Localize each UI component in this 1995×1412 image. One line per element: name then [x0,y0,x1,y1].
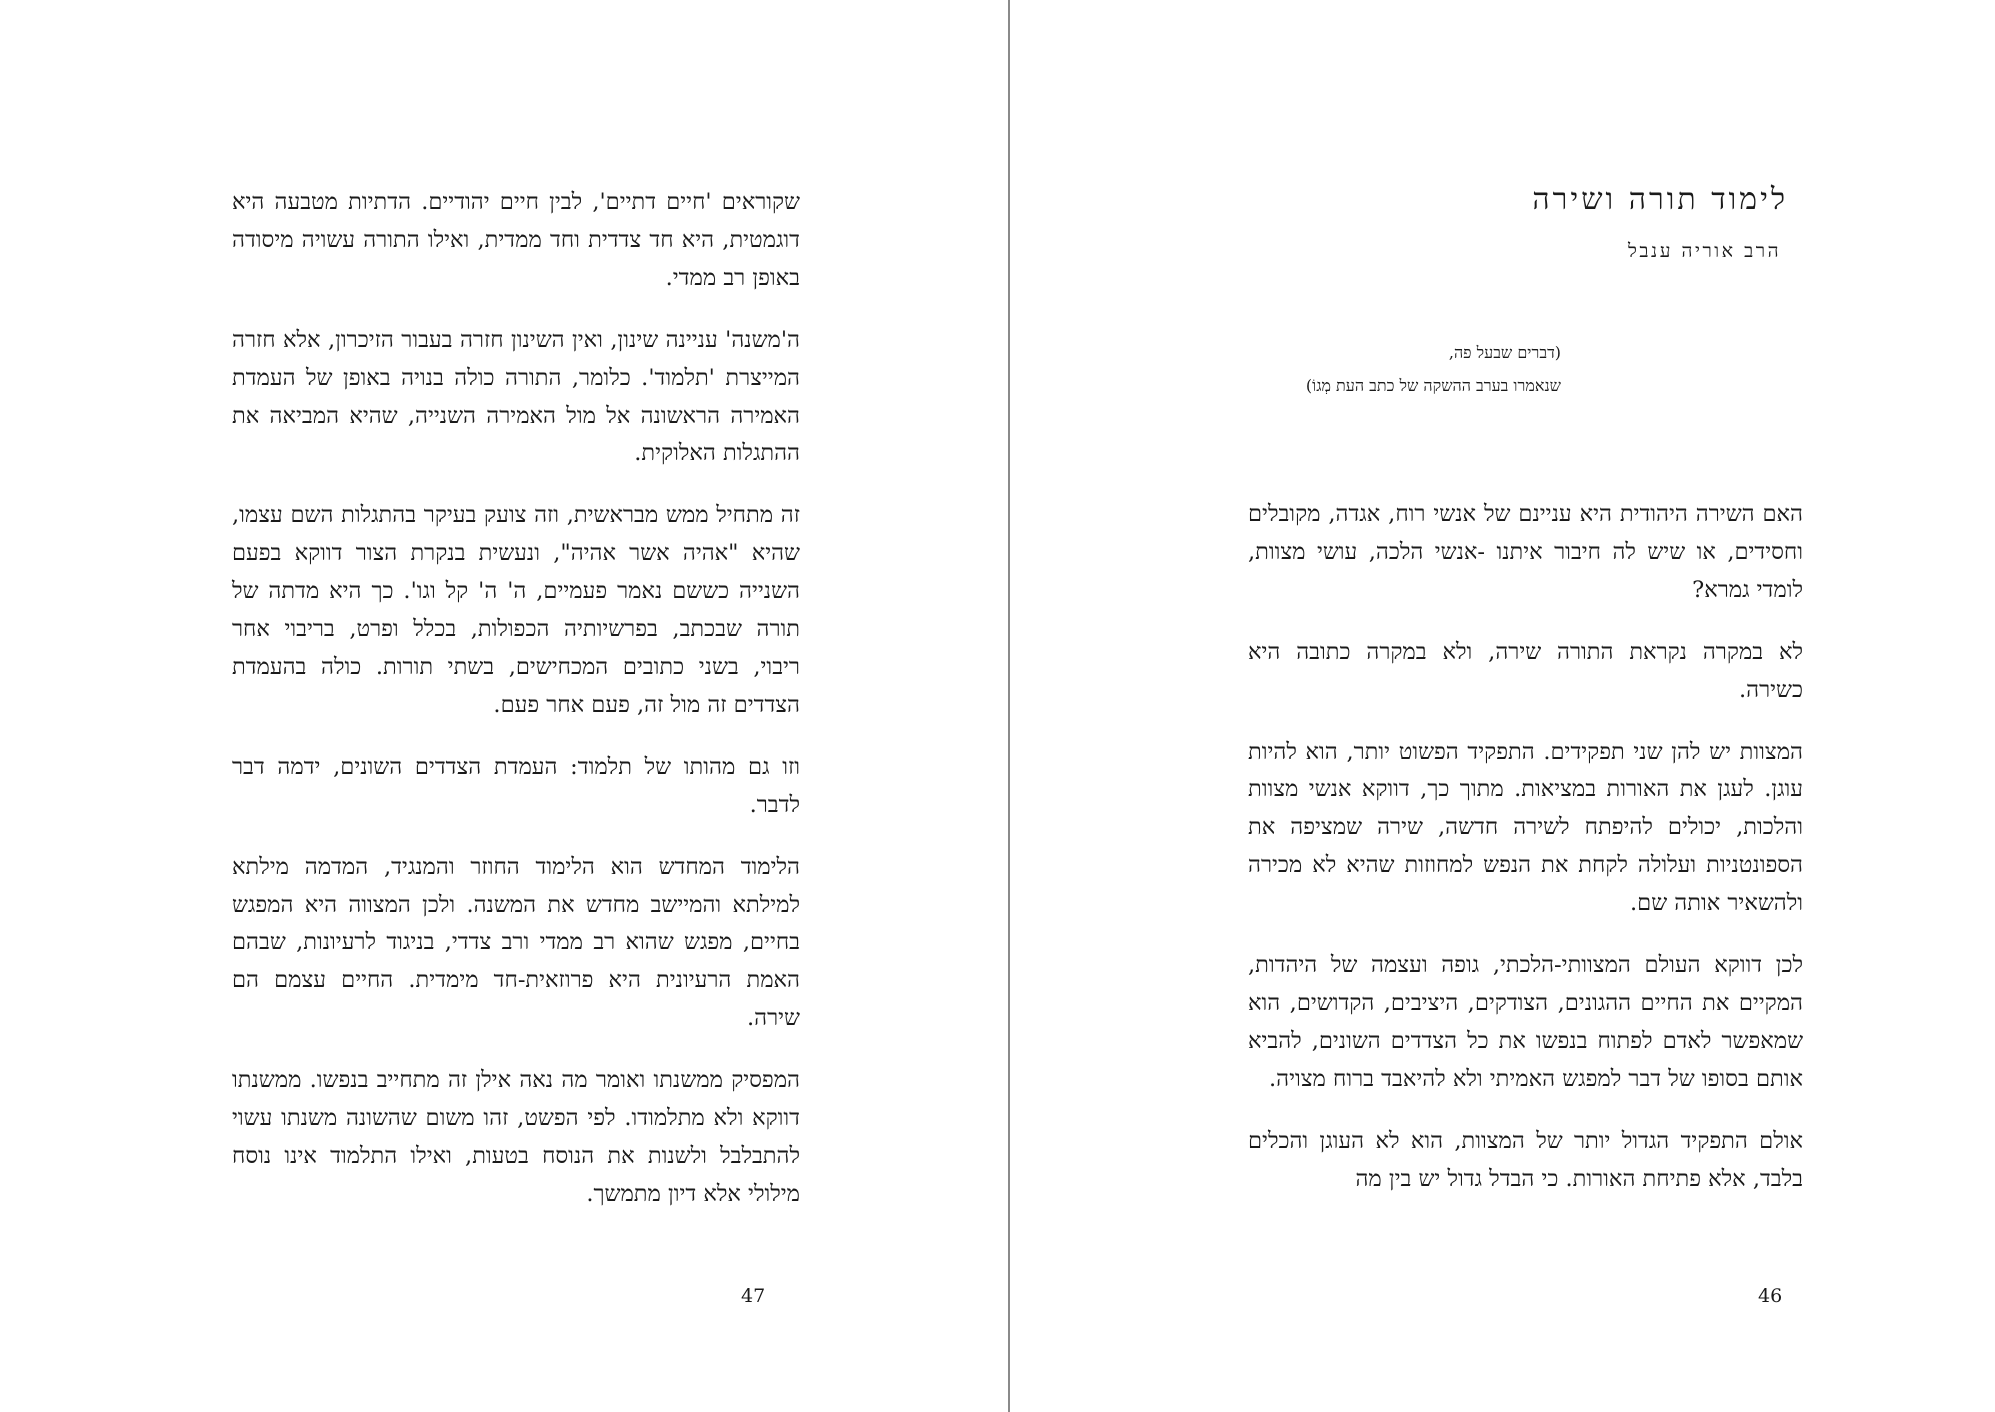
paragraph: שקוראים 'חיים דתיים', לבין חיים יהודיים. הדתיות מטבעה היא דוגמטית, היא חד צדדית וחד ממדית, ואילו התורה עשויה מיסודה באופן רב ממדי. [232,189,800,291]
page-number-left: 47 [741,1285,766,1307]
paragraph: המצוות יש להן שני תפקידים. התפקיד הפשוט יותר, הוא להיות עוגן. לעגן את האורות במציאות. מתוך כך, דווקא אנשי מצוות והלכות, יכולים להיפתח לשירה חדשה, שירה שמציפה את הספונטניות ועלולה לקחת את הנפש למחוזות שהיא לא מכירה ולהשאיר אותה שם. [1248,738,1803,917]
paragraph: לכן דווקא העולם המצוותי-הלכתי, גופה ועצמה של היהדות, המקיים את החיים ההגונים, הצודקים, היציבים, הקדושים, הוא שמאפשר לאדם לפתוח בנפשו את כל הצדדים השונים, להביא אותם בסופו של דבר למפגש האמיתי ולא להיאבד ברוח מצויה. [1248,952,1803,1092]
oral-note-line-1: (דברים שבעל פה, [1448,343,1561,362]
author-line: הרב אוריה ענבל [1628,240,1781,262]
paragraph: לא במקרה נקראת התורה שירה, ולא במקרה כתובה היא כשירה. [1248,638,1803,703]
page-gutter-divider [1008,0,1010,1412]
page-46-body [1248,496,1803,1223]
page-46 [1011,0,1995,1412]
oral-note-line-2: שנאמרו בערב ההשקה של כתב העת מְגוֹ) [1305,376,1561,395]
paragraph: האם השירה היהודית היא עניינם של אנשי רוח, אגדה, מקובלים וחסידים, או שיש לה חיבור איתנו -אנשי הלכה, עושי מצוות, לומדי גמרא? [1248,501,1803,603]
chapter-title: לימוד תורה ושירה [1532,182,1788,217]
oral-source-note [1241,336,1561,402]
paragraph: וזו גם מהותו של תלמוד: העמדת הצדדים השונים, ידמה דבר לדבר. [232,753,800,818]
paragraph: אולם התפקיד הגדול יותר של המצוות, הוא לא העוגן והכלים בלבד, אלא פתיחת האורות. כי הבדל גדול יש בין מה [1248,1127,1803,1192]
paragraph: הלימוד המחדש הוא הלימוד החוזר והמנגיד, המדמה מילתא למילתא והמיישב מחדש את המשנה. ולכן המצווה היא המפגש בחיים, מפגש שהוא רב ממדי ורב צדדי, בניגוד לרעיונות, שבהם האמת הרעיונית היא פרוזאית-חד מימדית. החיים עצמם הם שירה. [232,853,800,1032]
page-47-body [232,184,800,1238]
paragraph: זה מתחיל ממש מבראשית, וזה צועק בעיקר בהתגלות השם עצמו, שהיא "אהיה אשר אהיה", ונעשית בנקרת הצור דווקא בפעם השנייה כששם נאמר פעמיים, ה' ה' קל וגו'. כך היא מדתה של תורה שבכתב, בפרשיותיה הכפולות, בכלל ופרט, בריבוי אחר ריבוי, בשני כתובים המכחישים, בשתי תורות. כולה בהעמדת הצדדים זה מול זה, פעם אחר פעם. [232,502,800,718]
paragraph: המפסיק ממשנתו ואומר מה נאה אילן זה מתחייב בנפשו. ממשנתו דווקא ולא מתלמודו. לפי הפשט, זהו משום שהשונה משנתו עשוי להתבלבל ולשנות את הנוסח בטעות, ואילו התלמוד אינו נוסח מילולי אלא דיון מתמשך. [232,1067,800,1207]
paragraph: ה'משנה' עניינה שינון, ואין השינון חזרה בעבור הזיכרון, אלא חזרה המייצרת 'תלמוד'. כלומר, התורה כולה בנויה באופן של העמדת האמירה הראשונה אל מול האמירה השנייה, שהיא המביאה את ההתגלות האלוקית. [232,326,800,467]
page-number-right: 46 [1758,1285,1783,1307]
